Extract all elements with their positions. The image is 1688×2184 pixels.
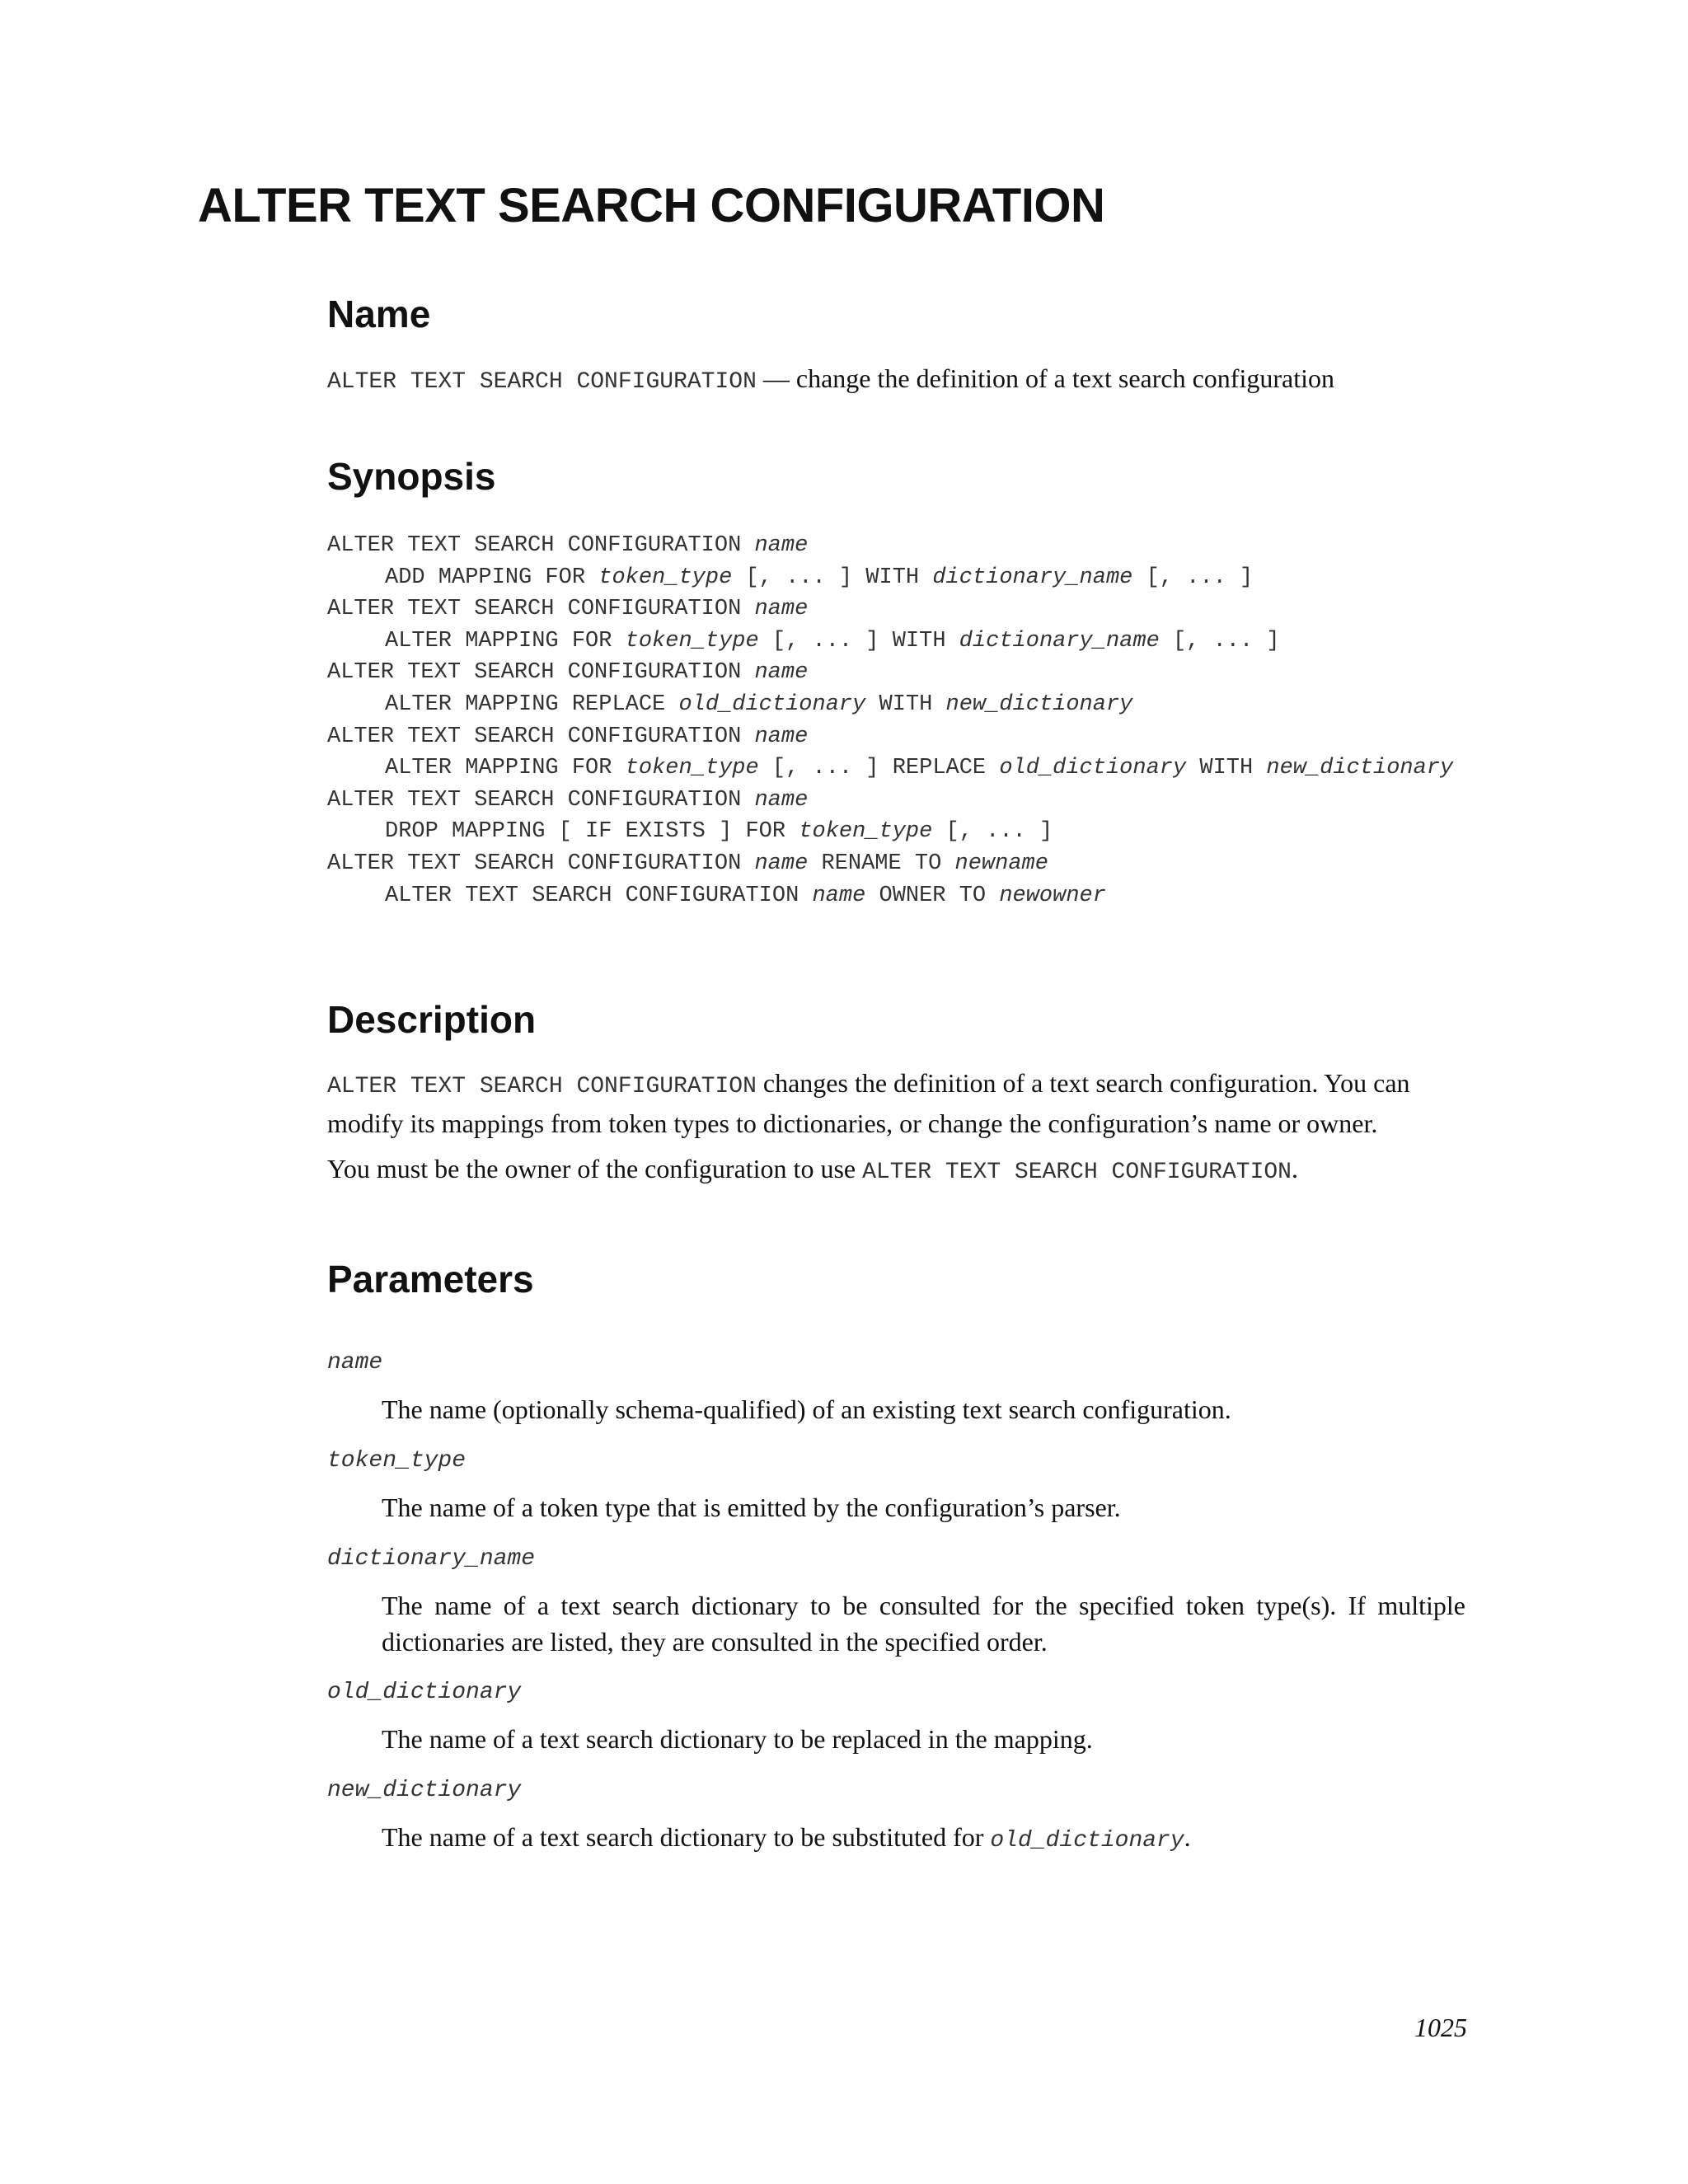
- param-desc-new-dictionary: [382, 1819, 1465, 1859]
- synopsis-line: [327, 593, 1453, 626]
- synopsis-line: [327, 721, 1453, 753]
- synopsis-line: [327, 880, 1453, 912]
- synopsis-keyword: ALTER TEXT SEARCH CONFIGURATION: [327, 851, 755, 876]
- description-paragraph-2: [327, 1151, 1473, 1191]
- param-term-dictionary-name: dictionary_name: [327, 1546, 536, 1572]
- synopsis-keyword: [, ... ] WITH: [758, 628, 959, 654]
- synopsis-placeholder: name: [754, 660, 809, 686]
- synopsis-line: [327, 626, 1453, 658]
- synopsis-line: [327, 657, 1453, 689]
- synopsis-placeholder: new_dictionary: [1266, 756, 1454, 781]
- param-desc-new-dictionary-end: .: [1184, 1822, 1191, 1852]
- synopsis-keyword: ALTER TEXT SEARCH CONFIGURATION: [327, 533, 755, 558]
- synopsis-keyword: [, ... ]: [932, 819, 1053, 845]
- description-text-2-end: .: [1291, 1154, 1298, 1183]
- synopsis-keyword: ALTER TEXT SEARCH CONFIGURATION: [327, 787, 755, 813]
- name-summary: [327, 360, 1473, 401]
- param-desc-new-dictionary-code: old_dictionary: [990, 1828, 1184, 1854]
- description-text-1: changes the definition of a text search configuration. You can modify its mappings from token types to dictionaries, or change the configuration’s name or owner.: [327, 1068, 1410, 1138]
- synopsis-placeholder: token_type: [625, 756, 759, 781]
- synopsis-placeholder: name: [754, 787, 809, 813]
- synopsis-placeholder: name: [754, 533, 809, 558]
- param-desc-dictionary-name: The name of a text search dictionary to be consulted for the specified token type(s). If multiple dictionaries are listed, they are consulted in the specified order.: [382, 1591, 1465, 1657]
- synopsis-line: [327, 689, 1453, 721]
- page-title: ALTER TEXT SEARCH CONFIGURATION: [198, 179, 1105, 232]
- description-command: ALTER TEXT SEARCH CONFIGURATION: [327, 1074, 757, 1099]
- synopsis-keyword: ADD MAPPING FOR: [385, 565, 599, 590]
- param-term-new-dictionary: new_dictionary: [327, 1778, 522, 1803]
- synopsis-line: [327, 785, 1453, 817]
- param-term-name: name: [327, 1350, 383, 1376]
- synopsis-placeholder: new_dictionary: [945, 691, 1133, 717]
- synopsis-keyword: ALTER MAPPING FOR: [385, 628, 626, 654]
- synopsis-keyword: ALTER MAPPING REPLACE: [385, 691, 679, 717]
- name-heading: Name: [327, 293, 431, 335]
- synopsis-line: [327, 752, 1453, 785]
- description-paragraph-1: [327, 1065, 1473, 1141]
- param-desc-old-dictionary: The name of a text search dictionary to be replaced in the mapping.: [382, 1724, 1093, 1754]
- synopsis-placeholder: token_type: [598, 565, 733, 590]
- synopsis-placeholder: name: [754, 851, 809, 876]
- synopsis-keyword: RENAME TO: [808, 851, 955, 876]
- synopsis-keyword: [, ... ] REPLACE: [758, 756, 1000, 781]
- synopsis-keyword: OWNER TO: [865, 883, 1000, 908]
- synopsis-heading: Synopsis: [327, 455, 496, 498]
- synopsis-keyword: DROP MAPPING [ IF EXISTS ] FOR: [385, 819, 799, 845]
- synopsis-keyword: ALTER TEXT SEARCH CONFIGURATION: [327, 597, 755, 622]
- synopsis-keyword: WITH: [865, 691, 946, 717]
- synopsis-placeholder: name: [754, 724, 809, 749]
- synopsis-placeholder: newname: [954, 851, 1048, 876]
- param-desc-new-dictionary-text: The name of a text search dictionary to be substituted for: [382, 1822, 991, 1852]
- description-command-2: ALTER TEXT SEARCH CONFIGURATION: [862, 1160, 1292, 1185]
- synopsis-line: [327, 530, 1453, 562]
- synopsis-keyword: [, ... ] WITH: [732, 565, 933, 590]
- param-desc-token-type: The name of a token type that is emitted by the configuration’s parser.: [382, 1493, 1121, 1522]
- synopsis-line: [327, 848, 1453, 880]
- synopsis-keyword: WITH: [1186, 756, 1267, 781]
- synopsis-placeholder: dictionary_name: [959, 628, 1160, 654]
- synopsis-line: [327, 562, 1453, 594]
- synopsis-placeholder: token_type: [625, 628, 759, 654]
- description-heading: Description: [327, 998, 537, 1041]
- name-summary-text: — change the definition of a text search configuration: [756, 363, 1334, 393]
- synopsis-placeholder: dictionary_name: [932, 565, 1133, 590]
- synopsis-placeholder: old_dictionary: [678, 691, 866, 717]
- name-command: ALTER TEXT SEARCH CONFIGURATION: [327, 369, 757, 395]
- synopsis-placeholder: name: [812, 883, 866, 908]
- synopsis-keyword: ALTER TEXT SEARCH CONFIGURATION: [327, 660, 755, 686]
- synopsis-placeholder: token_type: [799, 819, 933, 845]
- synopsis-keyword: ALTER MAPPING FOR: [385, 756, 626, 781]
- page-number: 1025: [1414, 2013, 1467, 2042]
- synopsis-placeholder: old_dictionary: [999, 756, 1187, 781]
- description-text-2: You must be the owner of the configuration to use: [327, 1154, 863, 1183]
- synopsis-placeholder: newowner: [999, 883, 1106, 908]
- synopsis-keyword: ALTER TEXT SEARCH CONFIGURATION: [327, 724, 755, 749]
- param-term-token-type: token_type: [327, 1448, 467, 1474]
- param-term-old-dictionary: old_dictionary: [327, 1680, 522, 1705]
- synopsis-code-block: [327, 530, 1453, 912]
- synopsis-placeholder: name: [754, 597, 809, 622]
- synopsis-line: [327, 816, 1453, 848]
- synopsis-keyword: [, ... ]: [1159, 628, 1280, 654]
- synopsis-keyword: ALTER TEXT SEARCH CONFIGURATION: [385, 883, 813, 908]
- param-desc-name: The name (optionally schema-qualified) of an existing text search configuration.: [382, 1394, 1231, 1424]
- parameters-heading: Parameters: [327, 1258, 534, 1301]
- synopsis-keyword: [, ... ]: [1132, 565, 1254, 590]
